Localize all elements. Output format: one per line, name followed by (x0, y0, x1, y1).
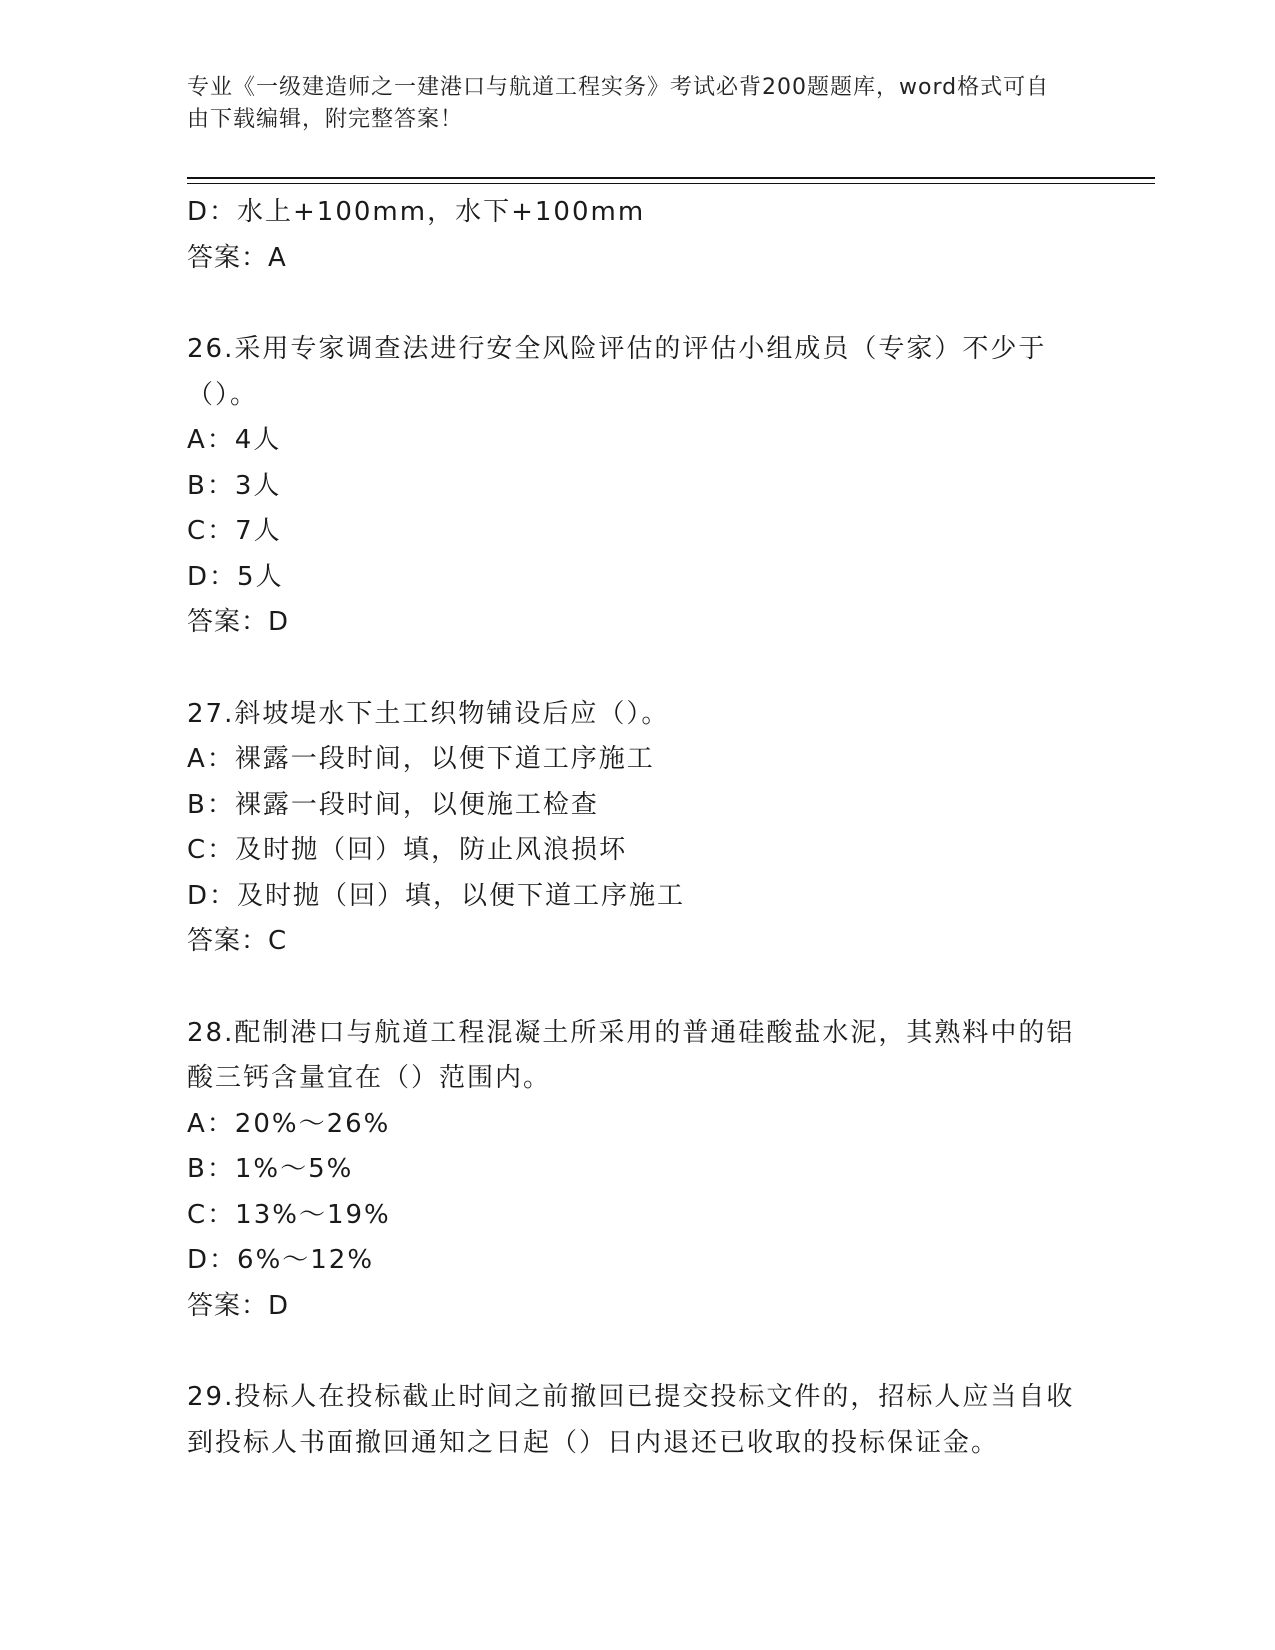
question-stem: 26.采用专家调查法进行安全风险评估的评估小组成员（专家）不少于（）。 (187, 334, 1047, 410)
answer: 答案：D (187, 1290, 290, 1321)
document-body (187, 190, 1087, 1466)
answer: 答案：C (187, 926, 288, 956)
option-a: A：4人 (187, 425, 282, 455)
question-26 (187, 327, 1087, 646)
question-stem: 28.配制港口与航道工程混凝土所采用的普通硅酸盐水泥，其熟料中的铝酸三钙含量宜在（）范围内。 (187, 1017, 1075, 1093)
option-c: C：13%～19% (187, 1199, 391, 1230)
prev-option-d: D：水上+100mm，水下+100mm (187, 197, 646, 227)
question-28 (187, 1011, 1087, 1330)
header-divider-thin (187, 183, 1155, 184)
question-29 (187, 1375, 1087, 1466)
page-header: 专业《一级建造师之一建港口与航道工程实务》考试必背200题题库，word格式可自由下载编辑，附完整答案！ (187, 75, 1050, 132)
option-d: D：6%～12% (187, 1245, 375, 1275)
option-c: C：7人 (187, 516, 282, 546)
option-d: D：5人 (187, 561, 284, 592)
option-b: B：3人 (187, 470, 282, 501)
header-divider (187, 177, 1155, 179)
option-a: A：20%～26% (187, 1108, 391, 1139)
question-27 (187, 692, 1087, 965)
answer: 答案：D (187, 607, 290, 637)
option-d: D：及时抛（回）填，以便下道工序施工 (187, 880, 686, 911)
option-a: A：裸露一段时间，以便下道工序施工 (187, 744, 655, 774)
option-b: B：1%～5% (187, 1154, 354, 1184)
option-c: C：及时抛（回）填，防止风浪损坏 (187, 835, 628, 865)
question-stem: 29.投标人在投标截止时间之前撤回已提交投标文件的，招标人应当自收到投标人书面撤回通知之日起（）日内退还已收取的投标保证金。 (187, 1382, 1075, 1458)
question-stem: 27.斜坡堤水下土工织物铺设后应（）。 (187, 698, 670, 729)
prev-answer: 答案：A (187, 242, 287, 273)
option-b: B：裸露一段时间，以便施工检查 (187, 789, 599, 820)
